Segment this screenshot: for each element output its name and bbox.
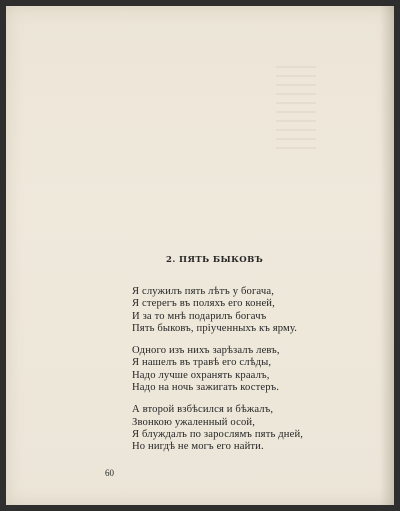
verse-line: Одного изъ нихъ зарѣзалъ левъ, — [132, 345, 280, 357]
verse-line: Надо лучше охранять краалъ, — [132, 369, 270, 381]
verse-line: Надо на ночь зажигать костеръ. — [132, 382, 280, 394]
verse-line: Я служилъ пять лѣтъ у богача, — [132, 286, 274, 297]
verse-line: Я нашелъ въ травѣ его слѣды, — [132, 357, 272, 369]
poem-title: 2. ПЯТЬ БЫКОВЪ — [166, 255, 264, 265]
verse-line: Звонкою ужаленный осой, — [132, 416, 256, 428]
verse-line: И за то мнѣ подарилъ богачъ — [132, 310, 267, 322]
verse-line: Пять быковъ, пріученныхъ къ ярму. — [132, 322, 298, 334]
stanza — [132, 286, 303, 335]
book-page — [6, 6, 394, 505]
stanza — [132, 345, 303, 394]
poem-body — [132, 286, 303, 464]
verse-line: А второй взбѣсился и бѣжалъ, — [132, 404, 274, 416]
verse-line: Но нигдѣ не могъ его найти. — [132, 441, 264, 453]
verse-line: Я блуждалъ по зарослямъ пять дней, — [132, 428, 304, 440]
page-number: 60 — [105, 468, 114, 478]
verse-line: Я стерегъ въ поляхъ его коней, — [132, 298, 275, 310]
stanza — [132, 404, 303, 453]
